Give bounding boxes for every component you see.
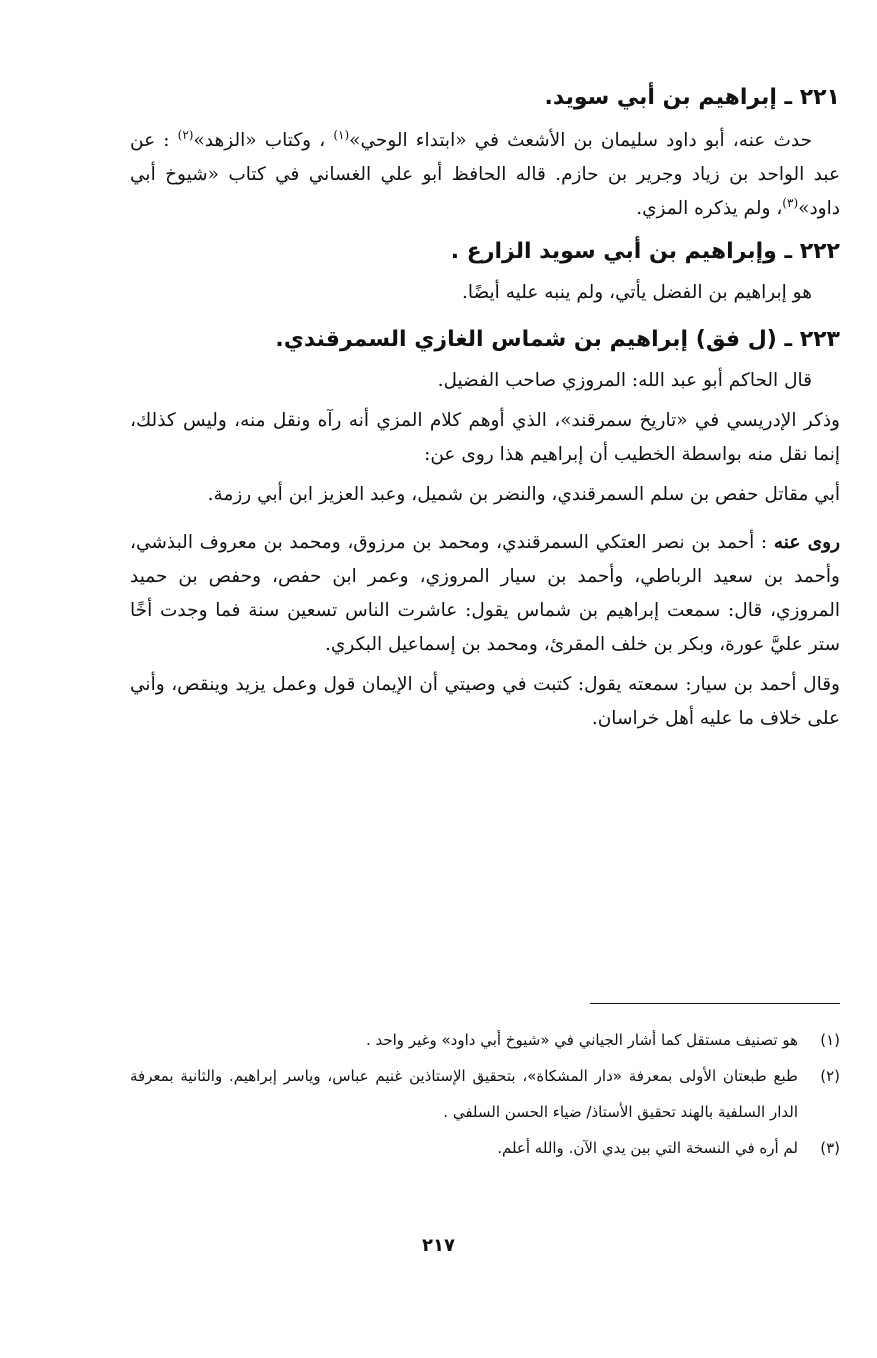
footnote-separator <box>590 1003 840 1004</box>
entry-223-paragraph-3: أبي مقاتل حفص بن سلم السمرقندي، والنضر بن شميل، وعبد العزيز ابن أبي رزمة. <box>207 484 840 505</box>
footnotes <box>130 1022 840 1166</box>
footnote-2 <box>130 1058 840 1130</box>
entry-title-221: ٢٢١ ـ إبراهيم بن أبي سويد. <box>544 85 840 110</box>
entry-221-paragraph <box>130 124 840 226</box>
main-text <box>130 78 840 736</box>
footnote-number: (١) <box>820 1031 840 1049</box>
entry-223-paragraph-4 <box>130 526 840 662</box>
footnote-3 <box>130 1130 840 1166</box>
entry-223-paragraph-5: وقال أحمد بن سيار: سمعته يقول: كتبت في وصيتي أن الإيمان قول وعمل يزيد وينقص، وأني على خلاف ما عليه أهل خراسان. <box>130 674 840 729</box>
entry-title-222: ٢٢٢ ـ وإبراهيم بن أبي سويد الزارع . <box>450 239 840 264</box>
entry-221-text-c: : عن عبد الواحد بن زياد وجرير بن حازم. قاله الحافظ أبو علي الغساني في كتاب «شيوخ أبي داود» <box>130 130 840 219</box>
footnote-ref-3[interactable]: (٣) <box>782 195 799 210</box>
footnote-number: (٣) <box>820 1139 840 1157</box>
footnote-text: طبع طبعتان الأولى بمعرفة «دار المشكاة»، بتحقيق الإستاذين غنيم عباس، وياسر إبراهيم. والثانية بمعرفة الدار السلفية بالهند تحقيق الأستاذ/ ضياء الحسن السلفي . <box>130 1067 798 1121</box>
footnote-ref-2[interactable]: (٢) <box>177 127 194 142</box>
footnote-1 <box>130 1022 840 1058</box>
footnote-number: (٢) <box>820 1067 840 1085</box>
entry-223-paragraph-1: قال الحاكم أبو عبد الله: المروزي صاحب الفضيل. <box>437 370 812 391</box>
footnote-text: لم أره في النسخة التي بين يدي الآن. والله أعلم. <box>497 1139 798 1157</box>
footnote-text: هو تصنيف مستقل كما أشار الجياني في «شيوخ أبي داود» وغير واحد . <box>365 1031 798 1049</box>
entry-221-text-b: ، وكتاب «الزهد» <box>193 130 334 151</box>
narrators-text: : أحمد بن نصر العتكي السمرقندي، ومحمد بن مرزوق، ومحمد بن معروف البذشي، وأحمد بن سعيد الرباطي، وأحمد بن سيار المروزي، وعمر ابن حفص، وحفص بن حميد المروزي، قال: سمعت إبراهيم بن شماس يقول: عاشرت الناس تسعين سنة فما وجدت أخًا ستر عليَّ عورة، وبكر بن خلف المقرئ، ومحمد بن إسماعيل البكري. <box>130 532 840 655</box>
entry-221-text-d: ، ولم يذكره المزي. <box>636 198 783 219</box>
entry-title-223: ٢٢٣ ـ (ل فق) إبراهيم بن شماس الغازي السمرقندي. <box>275 327 840 352</box>
footnote-ref-1[interactable]: (١) <box>333 127 350 142</box>
entry-223-paragraph-2: وذكر الإدريسي في «تاريخ سمرقند»، الذي أوهم كلام المزي أنه رآه ونقل منه، وليس كذلك، إنما نقل منه بواسطة الخطيب أن إبراهيم هذا روى عن: <box>130 410 840 465</box>
page-number: ٢١٧ <box>422 1235 455 1256</box>
entry-222-paragraph: هو إبراهيم بن الفضل يأتي، ولم ينبه عليه أيضًا. <box>461 282 812 303</box>
entry-221-text-a: حدث عنه، أبو داود سليمان بن الأشعث في «ابتداء الوحي» <box>349 130 813 151</box>
narrators-label: روى عنه <box>773 532 841 553</box>
